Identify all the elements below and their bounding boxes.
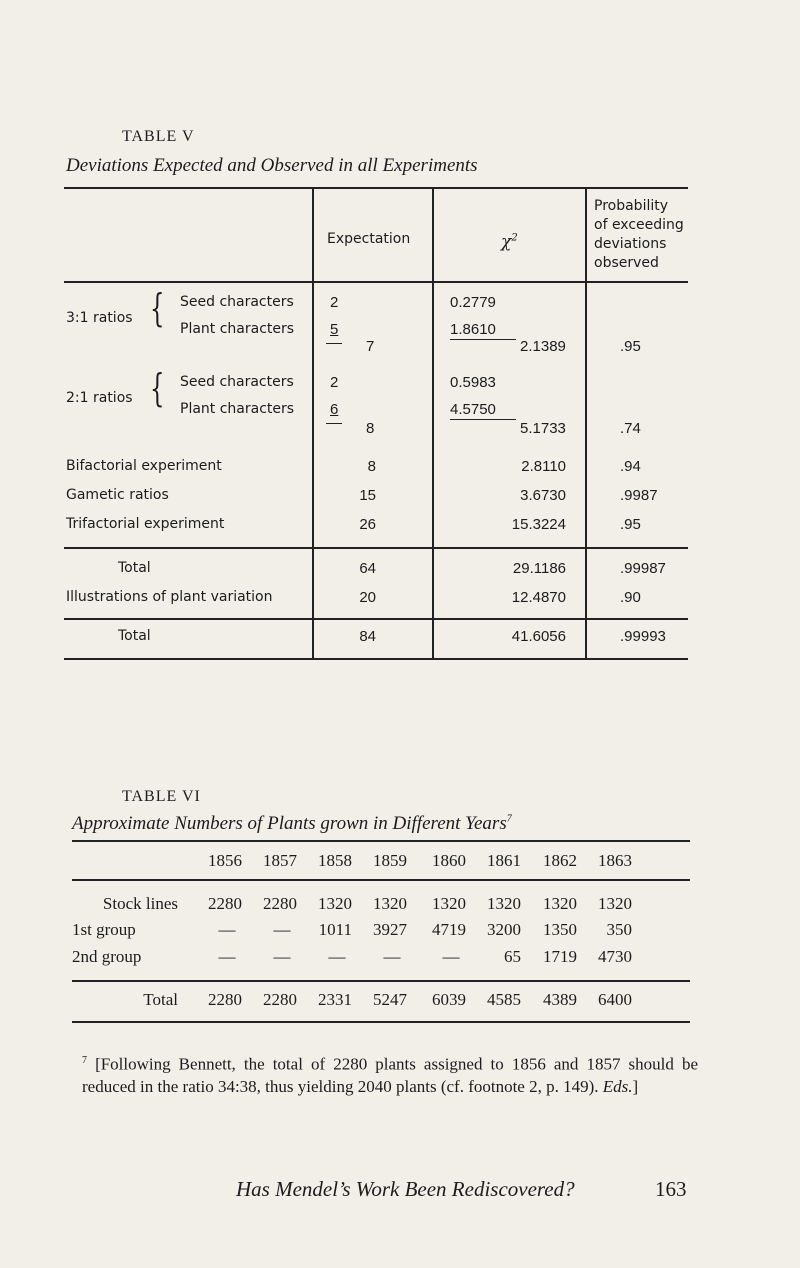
- cell: 2280: [263, 894, 297, 913]
- total1-label: Total: [118, 560, 151, 576]
- cell: 4585: [487, 990, 521, 1009]
- cell: 1320: [373, 894, 407, 913]
- cell: 350: [606, 920, 632, 939]
- group31-seed-label: Seed characters: [180, 294, 294, 310]
- cell: —: [442, 947, 460, 966]
- table5-label: TABLE V: [122, 128, 195, 145]
- illus-chi: 12.4870: [511, 589, 566, 606]
- footnote-marker: 7: [82, 1055, 87, 1066]
- illus-exp: 20: [359, 589, 376, 606]
- footnote-end: ]: [632, 1076, 639, 1096]
- total2-exp: 84: [359, 628, 376, 645]
- year-header: 1859: [373, 851, 407, 870]
- cell: —: [383, 947, 401, 966]
- row-chi: 15.3224: [511, 516, 566, 533]
- chi-symbol: χ: [501, 232, 512, 252]
- table5-body-rule: [64, 547, 688, 549]
- cell: 1320: [487, 894, 521, 913]
- cell: 4389: [543, 990, 577, 1009]
- cell: 1320: [598, 894, 632, 913]
- row-chi: 3.6730: [520, 487, 566, 504]
- group31-plant-chi: 1.8610: [450, 321, 496, 338]
- row-label: Bifactorial experiment: [66, 458, 222, 474]
- group31-plant-label: Plant characters: [180, 321, 295, 337]
- table6-top-rule: [72, 840, 690, 842]
- cell: 1320: [432, 894, 466, 913]
- row-exp: 8: [367, 458, 376, 475]
- table5-top-rule: [64, 187, 688, 189]
- cell: —: [218, 920, 236, 939]
- table6-bottom-rule: [72, 1021, 690, 1023]
- cell: 2280: [208, 894, 242, 913]
- table5-sub-rule: [64, 618, 688, 620]
- header-prob-line-3: deviations: [594, 236, 667, 252]
- cell: 1350: [543, 920, 577, 939]
- table6-title-sup: 7: [506, 813, 512, 825]
- illus-label: Illustrations of plant variation: [66, 589, 273, 605]
- table5-col-divider-1: [312, 188, 314, 660]
- group31-seed-chi: 0.2779: [450, 294, 496, 311]
- group21-brace: {: [150, 366, 165, 410]
- row-prob: .9987: [620, 487, 658, 504]
- year-header: 1861: [487, 851, 521, 870]
- cell: —: [273, 920, 291, 939]
- table6-label: TABLE VI: [122, 788, 201, 805]
- group21-plant-chi: 4.5750: [450, 401, 496, 418]
- year-header: 1856: [208, 851, 242, 870]
- cell: 2331: [318, 990, 352, 1009]
- total1-chi: 29.1186: [512, 560, 566, 577]
- page-number: 163: [655, 1177, 687, 1201]
- header-prob-line-1: Probability: [594, 198, 669, 214]
- table5-bottom-rule: [64, 658, 688, 660]
- table6-title: [72, 813, 512, 835]
- cell: 5247: [373, 990, 407, 1009]
- group31-prob: .95: [620, 338, 641, 355]
- total2-chi: 41.6056: [511, 628, 566, 645]
- footnote-eds: Eds.: [602, 1076, 633, 1096]
- row-exp: 26: [359, 516, 376, 533]
- table6-body-rule: [72, 980, 690, 982]
- row-label: 1st group: [72, 920, 136, 939]
- running-title: Has Mendel’s Work Been Rediscovered?: [236, 1177, 575, 1201]
- row-prob: .94: [620, 458, 641, 475]
- group21-seed-label: Seed characters: [180, 374, 294, 390]
- total1-exp: 64: [359, 560, 376, 577]
- cell: —: [273, 947, 291, 966]
- table5-header-rule: [64, 281, 688, 283]
- header-expectation: Expectation: [327, 231, 411, 247]
- row-exp: 15: [359, 487, 376, 504]
- header-probability: [594, 197, 684, 273]
- group21-sum-chi: 5.1733: [520, 420, 566, 437]
- row-label: Stock lines: [102, 894, 178, 913]
- row-label: Total: [143, 990, 178, 1009]
- cell: 2280: [263, 990, 297, 1009]
- group21-seed-exp: 2: [330, 374, 339, 391]
- group31-chi-rule: [450, 339, 516, 340]
- row-label: Gametic ratios: [66, 487, 169, 503]
- cell: 1011: [318, 920, 352, 939]
- group21-sum-exp: 8: [366, 420, 375, 437]
- cell: 6400: [598, 990, 632, 1009]
- total1-prob: .99987: [620, 560, 666, 577]
- year-header: 1858: [318, 851, 352, 870]
- cell: —: [218, 947, 236, 966]
- table6-title-text: Approximate Numbers of Plants grown in Different Years: [72, 813, 507, 834]
- illus-prob: .90: [620, 589, 641, 606]
- cell: 1320: [318, 894, 352, 913]
- group21-chi-rule: [450, 419, 516, 420]
- header-prob-line-4: observed: [594, 255, 659, 271]
- group21-prob: .74: [620, 420, 641, 437]
- footnote: [82, 1050, 698, 1098]
- table5-col-divider-3: [585, 188, 587, 660]
- group31-brace: {: [150, 286, 165, 330]
- cell: 1719: [543, 947, 577, 966]
- year-header: 1863: [598, 851, 632, 870]
- cell: 3200: [487, 920, 521, 939]
- table6-header-rule: [72, 879, 690, 881]
- row-label: Trifactorial experiment: [66, 516, 225, 532]
- row-label: 2nd group: [72, 947, 142, 966]
- row-prob: .95: [620, 516, 641, 533]
- group21-label: 2:1 ratios: [66, 390, 133, 406]
- group31-sum-chi: 2.1389: [520, 338, 566, 355]
- year-header: 1857: [263, 851, 297, 870]
- chi-superscript: 2: [511, 232, 518, 244]
- cell: 1320: [543, 894, 577, 913]
- header-chi-square: [501, 232, 518, 252]
- row-chi: 2.8110: [521, 458, 566, 475]
- year-header: 1860: [432, 851, 466, 870]
- header-prob-line-2: of exceeding: [594, 217, 684, 233]
- cell: 2280: [208, 990, 242, 1009]
- total2-prob: .99993: [620, 628, 666, 645]
- cell: 6039: [432, 990, 466, 1009]
- table5-title: Deviations Expected and Observed in all Experiments: [66, 155, 478, 176]
- cell: 4730: [598, 947, 632, 966]
- year-header: 1862: [543, 851, 577, 870]
- group21-seed-chi: 0.5983: [450, 374, 496, 391]
- cell: —: [328, 947, 346, 966]
- group21-plant-exp: 6: [330, 401, 339, 418]
- group31-label: 3:1 ratios: [66, 310, 133, 326]
- cell: 3927: [373, 920, 407, 939]
- group31-plant-exp: 5: [330, 321, 339, 338]
- cell: 4719: [432, 920, 466, 939]
- cell: 65: [504, 947, 521, 966]
- group31-sum-exp: 7: [366, 338, 375, 355]
- group31-seed-exp: 2: [330, 294, 339, 311]
- footnote-text: [Following Bennett, the total of 2280 plants assigned to 1856 and 1857 should be reduced in the ratio 34:38, thus yielding 2040 plants (cf. footnote 2, p. 149).: [82, 1054, 698, 1096]
- table5-col-divider-2: [432, 188, 434, 660]
- group21-exp-rule: [326, 423, 342, 424]
- group21-plant-label: Plant characters: [180, 401, 295, 417]
- total2-label: Total: [118, 628, 151, 644]
- group31-exp-rule: [326, 343, 342, 344]
